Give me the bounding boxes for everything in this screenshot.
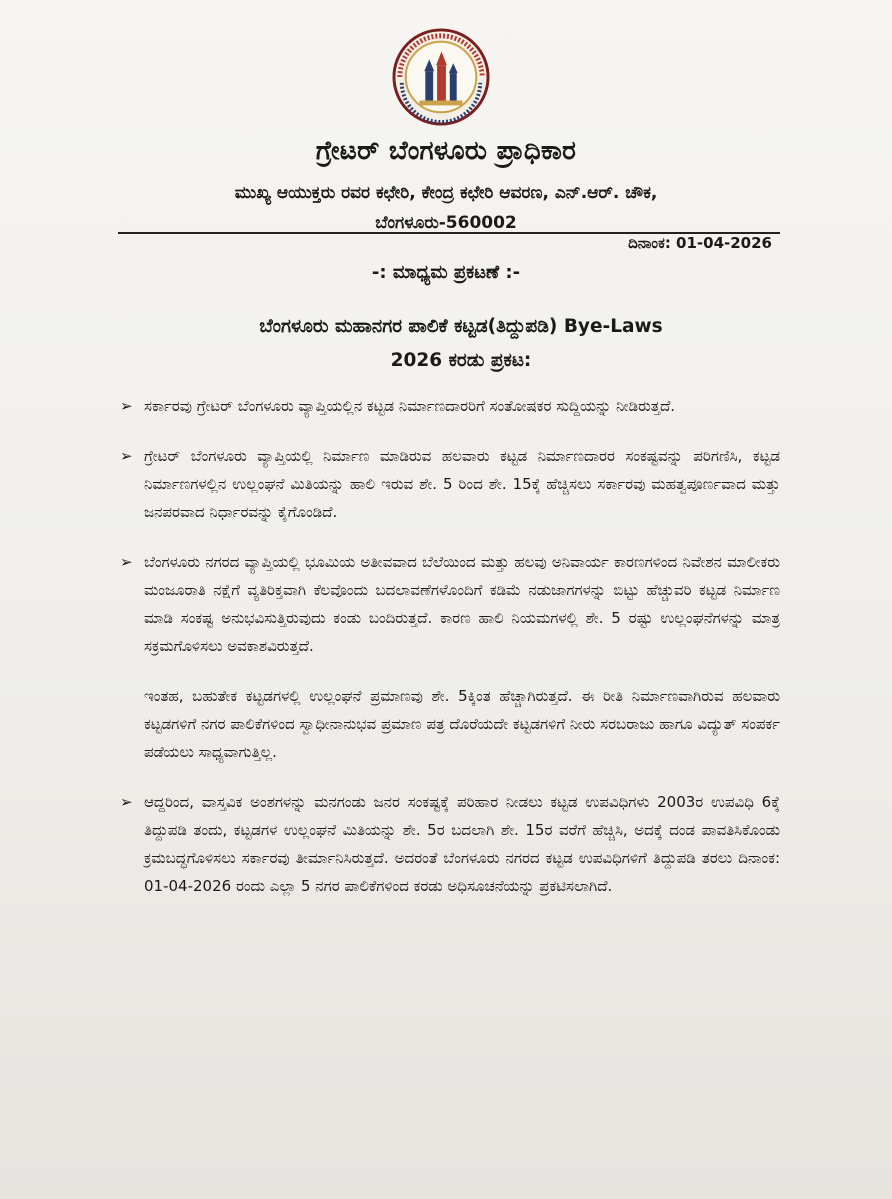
- address-line-2: ಬೆಂಗಳೂರು-560002: [375, 213, 517, 233]
- arrow-bullet-icon: ➢: [120, 397, 133, 415]
- subject-line-2: 2026 ಕರಡು ಪ್ರಕಟ:: [390, 350, 532, 371]
- paragraph-5: [120, 788, 780, 900]
- org-address: [110, 178, 782, 238]
- paragraph-text: ಸರ್ಕಾರವು ಗ್ರೇಟರ್ ಬೆಂಗಳೂರು ವ್ಯಾಪ್ತಿಯಲ್ಲಿನ ಕಟ್ಟಡ ನಿರ್ಮಾಣದಾರರಿಗೆ ಸಂತೋಷಕರ ಸುದ್ದಿಯನ್ನು ನೀಡಿರುತ್ತದೆ.: [144, 397, 676, 415]
- paragraph-1: [120, 392, 780, 420]
- paragraph-3: [120, 548, 780, 660]
- arrow-bullet-icon: ➢: [120, 793, 133, 811]
- arrow-bullet-icon: ➢: [120, 553, 133, 571]
- paragraph-4: [120, 682, 780, 766]
- issue-date: ದಿನಾಂಕ: 01-04-2026: [628, 234, 772, 252]
- document-body: [120, 392, 780, 922]
- subject-heading: [150, 310, 772, 378]
- paragraph-text: ಬೆಂಗಳೂರು ನಗರದ ವ್ಯಾಪ್ತಿಯಲ್ಲಿ ಭೂಮಿಯ ಅತೀವವಾದ ಬೆಲೆಯಿಂದ ಮತ್ತು ಹಲವು ಅನಿವಾರ್ಯ ಕಾರಣಗಳಿಂದ ನಿವೇಶನ ಮಾಲೀಕರು ಮಂಜೂರಾತಿ ನಕ್ಷೆಗೆ ವ್ಯತಿರಿಕ್ತವಾಗಿ ಕೆಲವೊಂದು ಬದಲಾವಣೆಗಳೊಂದಿಗೆ ಕಡಿಮೆ ನಡುಜಾಗಗಳನ್ನು ಬಿಟ್ಟು ಹೆಚ್ಚುವರಿ ಕಟ್ಟಡ ನಿರ್ಮಾಣ ಮಾಡಿ ಸಂಕಷ್ಟ ಅನುಭವಿಸುತ್ತಿರುವುದು ಕಂಡು ಬಂದಿರುತ್ತದೆ. ಕಾರಣ ಹಾಲಿ ನಿಯಮಗಳಲ್ಲಿ ಶೇ. 5 ರಷ್ಟು ಉಲ್ಲಂಘನೆಗಳನ್ನು ಮಾತ್ರ ಸಕ್ರಮಗೊಳಿಸಲು ಅವಕಾಶವಿರುತ್ತದೆ.: [144, 553, 780, 655]
- paragraph-2: [120, 442, 780, 526]
- paragraph-text: ಗ್ರೇಟರ್ ಬೆಂಗಳೂರು ವ್ಯಾಪ್ತಿಯಲ್ಲಿ ನಿರ್ಮಾಣ ಮಾಡಿರುವ ಹಲವಾರು ಕಟ್ಟಡ ನಿರ್ಮಾಣದಾರರ ಸಂಕಷ್ಟವನ್ನು ಪರಿಗಣಿಸಿ, ಕಟ್ಟಡ ನಿರ್ಮಾಣಗಳಲ್ಲಿನ ಉಲ್ಲಂಘನೆ ಮಿತಿಯನ್ನು ಹಾಲಿ ಇರುವ ಶೇ. 5 ರಿಂದ ಶೇ. 15ಕ್ಕೆ ಹೆಚ್ಚಿಸಲು ಸರ್ಕಾರವು ಮಹತ್ವಪೂರ್ಣವಾದ ಮತ್ತು ಜನಪರವಾದ ನಿರ್ಧಾರವನ್ನು ಕೈಗೊಂಡಿದೆ.: [144, 447, 780, 521]
- paragraph-text: ಇಂತಹ, ಬಹುತೇಕ ಕಟ್ಟಡಗಳಲ್ಲಿ ಉಲ್ಲಂಘನೆ ಪ್ರಮಾಣವು ಶೇ. 5ಕ್ಕಿಂತ ಹೆಚ್ಚಾಗಿರುತ್ತದೆ. ಈ ರೀತಿ ನಿರ್ಮಾಣವಾಗಿರುವ ಹಲವಾರು ಕಟ್ಟಡಗಳಿಗೆ ನಗರ ಪಾಲಿಕೆಗಳಿಂದ ಸ್ವಾಧೀನಾನುಭವ ಪ್ರಮಾಣ ಪತ್ರ ದೊರೆಯದೇ ಕಟ್ಟಡಗಳಿಗೆ ನೀರು ಸರಬರಾಜು ಹಾಗೂ ವಿದ್ಯುತ್ ಸಂಪರ್ಕ ಪಡೆಯಲು ಸಾಧ್ಯವಾಗುತ್ತಿಲ್ಲ.: [144, 687, 780, 761]
- address-line-1: ಮುಖ್ಯ ಆಯುಕ್ತರು ರವರ ಕಛೇರಿ, ಕೇಂದ್ರ ಕಛೇರಿ ಆವರಣ, ಎನ್.ಆರ್. ಚೌಕ,: [234, 183, 658, 203]
- org-name: ಗ್ರೇಟರ್ ಬೆಂಗಳೂರು ಪ್ರಾಧಿಕಾರ: [315, 136, 577, 166]
- subject-line-1: ಬೆಂಗಳೂರು ಮಹಾನಗರ ಪಾಲಿಕೆ ಕಟ್ಟಡ(ತಿದ್ದುಪಡಿ) Bye-Laws: [259, 316, 663, 337]
- paragraph-text: ಆದ್ದರಿಂದ, ವಾಸ್ತವಿಕ ಅಂಶಗಳನ್ನು ಮನಗಂಡು ಜನರ ಸಂಕಷ್ಟಕ್ಕೆ ಪರಿಹಾರ ನೀಡಲು ಕಟ್ಟಡ ಉಪವಿಧಿಗಳು 2003ರ ಉಪವಿಧಿ 6ಕ್ಕೆ ತಿದ್ದುಪಡಿ ತಂದು, ಕಟ್ಟಡಗಳ ಉಲ್ಲಂಘನೆ ಮಿತಿಯನ್ನು ಶೇ. 5ರ ಬದಲಾಗಿ ಶೇ. 15ರ ವರೆಗೆ ಹೆಚ್ಚಿಸಿ, ಅದಕ್ಕೆ ದಂಡ ಪಾವತಿಸಿಕೊಂಡು ಕ್ರಮಬದ್ಧಗೊಳಿಸಲು ಸರ್ಕಾರವು ತೀರ್ಮಾನಿಸಿರುತ್ತದೆ. ಅದರಂತೆ ಬೆಂಗಳೂರು ನಗರದ ಕಟ್ಟಡ ಉಪವಿಧಿಗಳಿಗೆ ತಿದ್ದುಪಡಿ ತರಲು ದಿನಾಂಕ: 01-04-2026 ರಂದು ಎಲ್ಲಾ 5 ನಗರ ಪಾಲಿಕೆಗಳಿಂದ ಕರಡು ಅಧಿಸೂಚನೆಯನ್ನು ಪ್ರಕಟಿಸಲಾಗಿದೆ.: [144, 793, 780, 895]
- press-release-title: -: ಮಾಧ್ಯಮ ಪ್ರಕಟಣೆ :-: [371, 262, 521, 283]
- arrow-bullet-icon: ➢: [120, 447, 133, 465]
- authority-seal-icon: [392, 28, 490, 126]
